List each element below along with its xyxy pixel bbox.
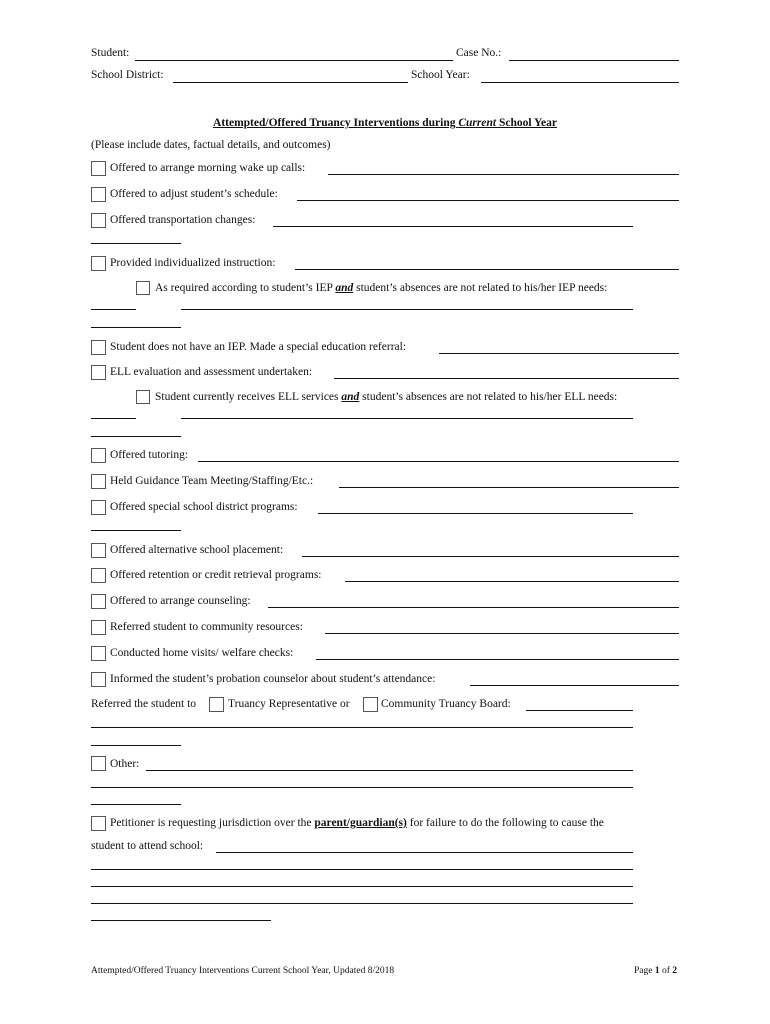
schedule-checkbox[interactable] xyxy=(91,187,106,202)
petitioner-field-3[interactable] xyxy=(91,886,633,887)
schedule-field[interactable] xyxy=(297,200,679,201)
no-iep-checkbox[interactable] xyxy=(91,340,106,355)
school-district-label: School District: xyxy=(91,69,164,81)
wake-up-label: Offered to arrange morning wake up calls: xyxy=(110,162,306,174)
iep-field-a[interactable] xyxy=(91,309,136,310)
guidance-checkbox[interactable] xyxy=(91,474,106,489)
no-iep-field[interactable] xyxy=(439,353,679,354)
individualized-checkbox[interactable] xyxy=(91,256,106,271)
footer-text: Attempted/Offered Truancy Interventions Current School Year, Updated 8/2018 xyxy=(91,966,395,976)
community-board-label: Community Truancy Board: xyxy=(381,698,511,710)
tutoring-checkbox[interactable] xyxy=(91,448,106,463)
guidance-label: Held Guidance Team Meeting/Staffing/Etc.: xyxy=(110,475,314,487)
counseling-field[interactable] xyxy=(268,607,679,608)
student-field[interactable] xyxy=(135,60,453,61)
iep-field-c[interactable] xyxy=(91,327,181,328)
school-district-field[interactable] xyxy=(173,82,408,83)
ell-services-label: Student currently receives ELL services and student’s absences are not related to his/her ELL needs: xyxy=(155,391,618,403)
transportation-label: Offered transportation changes: xyxy=(110,214,256,226)
community-label: Referred student to community resources: xyxy=(110,621,303,633)
ell-services-field-b[interactable] xyxy=(181,418,633,419)
petitioner-field-2[interactable] xyxy=(91,869,633,870)
special-programs-field[interactable] xyxy=(318,513,633,514)
probation-label: Informed the student’s probation counselor about student’s attendance: xyxy=(110,673,436,685)
petitioner-checkbox[interactable] xyxy=(91,816,106,831)
truancy-rep-checkbox[interactable] xyxy=(209,697,224,712)
tutoring-label: Offered tutoring: xyxy=(110,449,189,461)
case-no-label: Case No.: xyxy=(456,47,502,59)
wake-up-checkbox[interactable] xyxy=(91,161,106,176)
schedule-label: Offered to adjust student’s schedule: xyxy=(110,188,278,200)
counseling-label: Offered to arrange counseling: xyxy=(110,595,251,607)
ell-services-checkbox[interactable] xyxy=(136,390,150,404)
special-programs-checkbox[interactable] xyxy=(91,500,106,515)
ell-eval-label: ELL evaluation and assessment undertaken: xyxy=(110,366,313,378)
guidance-field[interactable] xyxy=(339,487,679,488)
probation-field[interactable] xyxy=(470,685,679,686)
individualized-label: Provided individualized instruction: xyxy=(110,257,276,269)
referred-field-3[interactable] xyxy=(91,745,181,746)
wake-up-field[interactable] xyxy=(328,174,679,175)
home-visits-checkbox[interactable] xyxy=(91,646,106,661)
community-checkbox[interactable] xyxy=(91,620,106,635)
alternative-label: Offered alternative school placement: xyxy=(110,544,284,556)
instructions: (Please include dates, factual details, and outcomes) xyxy=(91,139,331,151)
page-title: Attempted/Offered Truancy Interventions during Current School Year xyxy=(213,117,557,129)
other-field-2[interactable] xyxy=(91,787,633,788)
school-year-label: School Year: xyxy=(411,69,470,81)
petitioner-field-5[interactable] xyxy=(91,920,271,921)
petitioner-label-2: student to attend school: xyxy=(91,840,204,852)
alternative-field[interactable] xyxy=(302,556,679,557)
home-visits-field[interactable] xyxy=(316,659,679,660)
other-field[interactable] xyxy=(146,770,633,771)
case-no-field[interactable] xyxy=(509,60,679,61)
transportation-field-cont[interactable] xyxy=(91,243,181,244)
ell-services-field-c[interactable] xyxy=(91,436,181,437)
student-label: Student: xyxy=(91,47,130,59)
ell-eval-checkbox[interactable] xyxy=(91,365,106,380)
ell-services-field-a[interactable] xyxy=(91,418,136,419)
referred-field[interactable] xyxy=(526,710,633,711)
home-visits-label: Conducted home visits/ welfare checks: xyxy=(110,647,294,659)
no-iep-label: Student does not have an IEP. Made a special education referral: xyxy=(110,341,407,353)
petitioner-field-4[interactable] xyxy=(91,903,633,904)
truancy-rep-label: Truancy Representative or xyxy=(228,698,350,710)
special-programs-label: Offered special school district programs: xyxy=(110,501,298,513)
page-number: Page 1 of 2 xyxy=(634,966,678,976)
referred-label: Referred the student to xyxy=(91,698,197,710)
transportation-field[interactable] xyxy=(273,226,633,227)
other-field-3[interactable] xyxy=(91,804,181,805)
iep-label: As required according to student’s IEP and student’s absences are not related to his/her IEP needs: xyxy=(155,282,608,294)
retention-checkbox[interactable] xyxy=(91,568,106,583)
other-label: Other: xyxy=(110,758,140,770)
community-field[interactable] xyxy=(325,633,679,634)
referred-field-2[interactable] xyxy=(91,727,633,728)
iep-field-b[interactable] xyxy=(181,309,633,310)
special-programs-field-cont[interactable] xyxy=(91,530,181,531)
retention-field[interactable] xyxy=(345,581,679,582)
school-year-field[interactable] xyxy=(481,82,679,83)
alternative-checkbox[interactable] xyxy=(91,543,106,558)
tutoring-field[interactable] xyxy=(198,461,679,462)
probation-checkbox[interactable] xyxy=(91,672,106,687)
petitioner-label: Petitioner is requesting jurisdiction over the parent/guardian(s) for failure to do the following to cause the xyxy=(110,817,604,829)
ell-eval-field[interactable] xyxy=(334,378,679,379)
other-checkbox[interactable] xyxy=(91,756,106,771)
retention-label: Offered retention or credit retrieval programs: xyxy=(110,569,322,581)
iep-checkbox[interactable] xyxy=(136,281,150,295)
counseling-checkbox[interactable] xyxy=(91,594,106,609)
petitioner-field[interactable] xyxy=(216,852,633,853)
transportation-checkbox[interactable] xyxy=(91,213,106,228)
community-board-checkbox[interactable] xyxy=(363,697,378,712)
individualized-field[interactable] xyxy=(295,269,679,270)
